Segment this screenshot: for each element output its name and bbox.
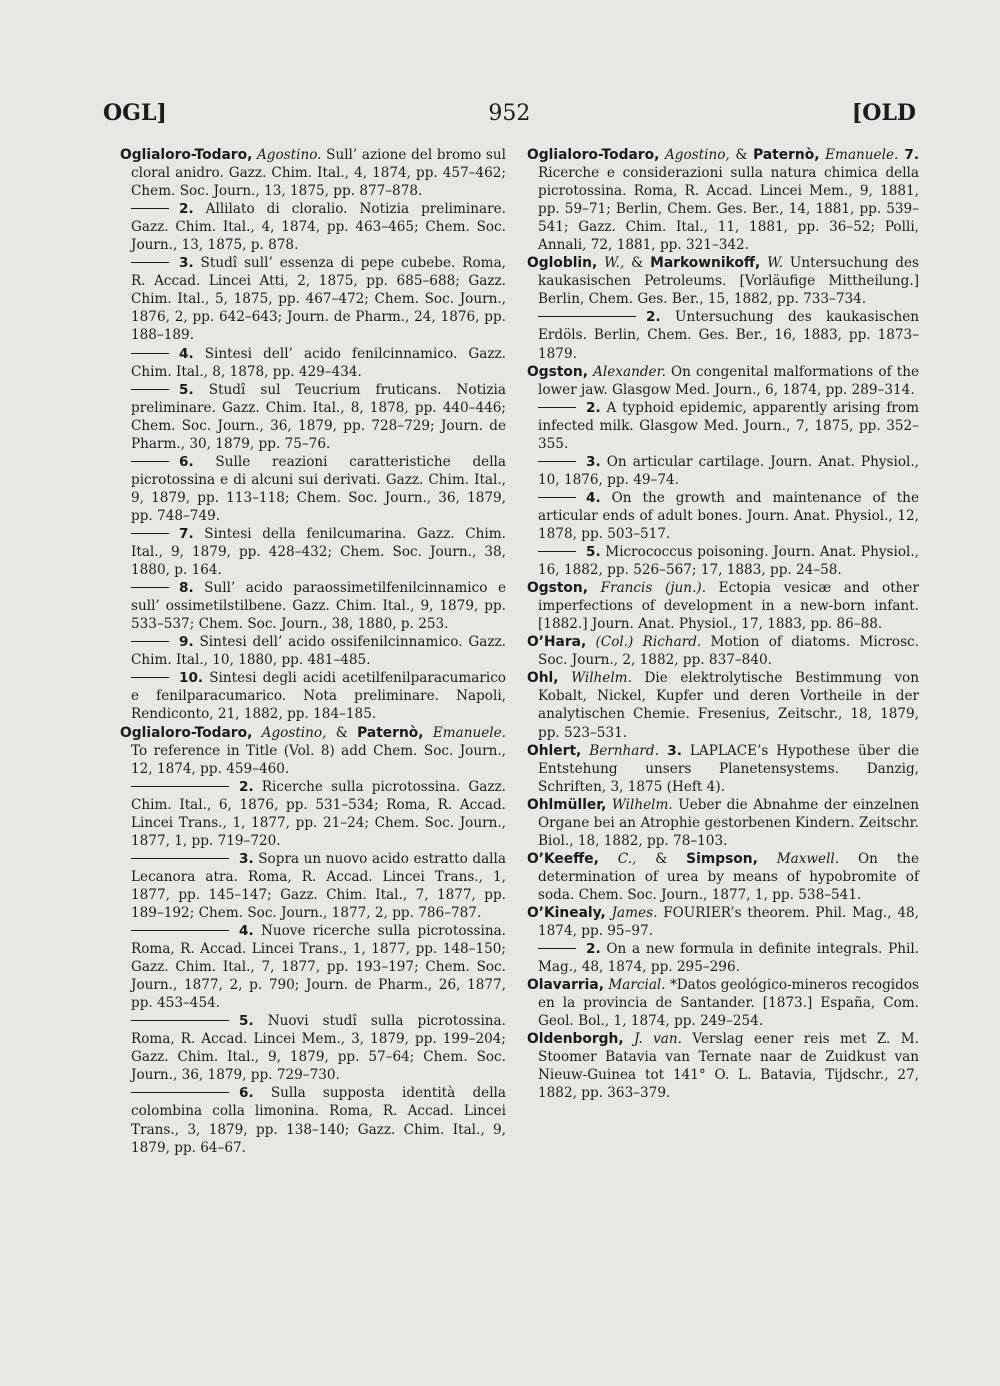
coauthor-given-name: Emanuele.	[825, 147, 899, 163]
coauthor-name: Paternò,	[357, 724, 424, 741]
ditto-dash	[538, 407, 576, 408]
entry-text: Sintesi dell’ acido ossifenilcinnamico. Gazz. Chim. Ital., 10, 1880, pp. 481–485.	[131, 634, 506, 669]
entry-text: Ectopia vesicæ and other imperfections of development in a new-born infant. [1882.] Journ. Anat. Physiol., 17, 1883, pp. 86–88.	[538, 580, 919, 633]
ditto-dash	[131, 1092, 229, 1093]
author-name: Oglialoro-Todaro,	[120, 724, 253, 741]
author-entry	[527, 904, 919, 940]
entry-number: 7.	[179, 525, 194, 542]
sub-entry	[120, 381, 506, 453]
coauthor-name: Simpson,	[686, 850, 758, 867]
entry-number: 3.	[179, 255, 194, 272]
entry-number: 2.	[586, 399, 601, 416]
sub-entry	[120, 579, 506, 633]
conjunction: &	[624, 255, 651, 272]
entry-number: 2.	[239, 778, 254, 795]
entry-text: A typhoid epidemic, apparently arising from infected milk. Glasgow Med. Journ., 7, 1875, pp. 352–355.	[538, 399, 919, 452]
coauthor-name: Paternò,	[753, 147, 820, 163]
author-entry	[527, 976, 919, 1030]
ditto-dash	[131, 641, 169, 642]
author-name: Ogston,	[527, 363, 588, 380]
sub-entry	[120, 778, 506, 850]
author-entry	[527, 579, 919, 633]
author-name: O’Hara,	[527, 634, 587, 651]
sub-entry	[527, 399, 919, 453]
sub-entry	[120, 525, 506, 579]
author-given-name: Francis (jun.).	[600, 580, 707, 597]
ditto-dash	[131, 461, 169, 462]
author-given-name: Bernhard.	[589, 742, 659, 759]
author-given-name: Wilhelm.	[571, 670, 632, 687]
sub-entry	[120, 1084, 506, 1156]
entry-text: On articular cartilage. Journ. Anat. Physiol., 10, 1876, pp. 49–74.	[538, 453, 919, 488]
author-entry	[527, 633, 919, 669]
author-name: Oglialoro-Todaro,	[527, 147, 660, 163]
author-given-name: Agostino.	[256, 147, 322, 163]
entry-text: Sull’ acido paraossimetilfenilcinnamico e sull’ ossimetilstilbene. Gazz. Chim. Ital., 9, 1879, pp. 533–537; Chem. Soc. Journ., 38, 1880, p. 253.	[131, 580, 506, 633]
entry-number: 2.	[586, 941, 601, 958]
entry-text: Sintesi della fenilcumarina. Gazz. Chim. Ital., 9, 1879, pp. 428–432; Chem. Soc. Journ., 38, 1880, p. 164.	[131, 525, 506, 579]
entry-text: Studî sull’ essenza di pepe cubebe. Roma, R. Accad. Lincei Atti, 2, 1875, pp. 685–688; Gazz. Chim. Ital., 5, 1875, pp. 467–472; Chem. Soc. Journ., 1876, 2, pp. 642–643; Journ. de Pharm., 24, 1876, pp. 188–189.	[131, 255, 506, 344]
entry-number: 6.	[239, 1085, 254, 1102]
ditto-dash	[538, 461, 576, 462]
entry-text: Untersuchung des kaukasischen Petroleums. [Vorläufige Mittheilung.] Berlin, Chem. Ges. Ber., 15, 1882, pp. 733–734.	[538, 255, 919, 308]
author-name: Olavarria,	[527, 977, 604, 994]
author-given-name: J. van.	[634, 1031, 682, 1048]
page-number: 952	[488, 101, 531, 126]
ditto-dash	[538, 316, 636, 317]
author-entry	[527, 146, 919, 254]
author-given-name: (Col.) Richard.	[595, 634, 702, 651]
ditto-dash	[131, 533, 169, 534]
author-entry	[527, 850, 919, 904]
entry-text: FOURIER’s theorem. Phil. Mag., 48, 1874, pp. 95–97.	[538, 904, 919, 940]
entry-number: 3.	[239, 850, 254, 867]
entry-text: Verslag eener reis met Z. M. Stoomer Batavia van Ternate naar de Zuidkust van Nieuw-Guinea tot 141° O. L. Batavia, Tijdschr., 27, 1882, pp. 363–379.	[538, 1031, 919, 1102]
entry-text: Sull’ azione del bromo sul cloral anidro. Gazz. Chim. Ital., 4, 1874, pp. 457–462; Chem. Soc. Journ., 13, 1875, pp. 877–878.	[131, 147, 506, 200]
entry-text: Studî sul Teucrium fruticans. Notizia preliminare. Gazz. Chim. Ital., 8, 1878, pp. 440–446; Chem. Soc. Journ., 36, 1879, pp. 728–729; Journ. de Pharm., 30, 1879, pp. 75–76.	[131, 381, 506, 452]
author-entry	[527, 1030, 919, 1102]
author-name: Ohlert,	[527, 742, 582, 759]
sub-entry	[527, 940, 919, 976]
entry-number: 7.	[898, 147, 919, 163]
sub-entry	[527, 308, 919, 362]
author-given-name: W.,	[604, 255, 625, 272]
entry-number: 2.	[179, 201, 194, 218]
author-name: O’Kinealy,	[527, 904, 606, 921]
author-entry	[527, 363, 919, 399]
author-given-name: C.,	[617, 850, 637, 867]
author-entry	[527, 254, 919, 308]
ditto-dash	[131, 353, 169, 354]
entry-number: 8.	[179, 580, 194, 597]
author-given-name: James.	[611, 904, 658, 921]
author-name: Oldenborgh,	[527, 1031, 624, 1048]
author-name: Ogloblin,	[527, 255, 598, 272]
coauthor-given-name: Maxwell.	[776, 850, 840, 867]
entry-number: 10.	[179, 670, 204, 687]
entry-number: 3.	[658, 742, 682, 759]
entry-number: 5.	[586, 544, 601, 561]
sub-entry	[120, 453, 506, 525]
author-given-name: Wilhelm.	[611, 796, 673, 813]
entry-text: Sulle reazioni caratteristiche della picrotossina e di alcuni sui derivati. Gazz. Chim. Ital., 9, 1879, pp. 113–118; Chem. Soc. Journ., 36, 1879, pp. 748–749.	[131, 453, 506, 524]
entry-number: 9.	[179, 634, 194, 651]
author-entry	[120, 724, 506, 778]
ditto-dash	[131, 587, 169, 588]
entry-text: Die elektrolytische Bestimmung von Kobalt, Nickel, Kupfer und deren Vortheile in der analytischen Chemie. Fresenius, Zeitschr., 18, 1879, pp. 523–531.	[538, 670, 919, 741]
author-entry	[120, 146, 506, 200]
entry-number: 4.	[179, 345, 194, 362]
sub-entry	[120, 1012, 506, 1084]
entry-text: On the growth and maintenance of the articular ends of adult bones. Journ. Anat. Physiol., 12, 1878, pp. 503–517.	[538, 489, 919, 542]
entry-number: 4.	[239, 923, 254, 940]
ditto-dash	[538, 551, 576, 552]
entry-text: LAPLACE’s Hypothese über die Entstehung unsers Planetensystems. Danzig, Schriften, 3, 1875 (Heft 4).	[538, 742, 920, 795]
entry-number: 5.	[239, 1013, 254, 1030]
sub-entry	[120, 850, 506, 922]
ditto-dash	[538, 497, 576, 498]
sub-entry	[120, 669, 506, 723]
entry-text: Micrococcus poisoning. Journ. Anat. Physiol., 16, 1882, pp. 526–567; 17, 1883, pp. 24–58.	[538, 544, 919, 579]
author-entry	[527, 669, 919, 741]
ditto-dash	[131, 262, 169, 263]
conjunction: &	[326, 724, 358, 741]
conjunction: &	[636, 850, 687, 867]
header-left: OGL]	[103, 100, 167, 126]
author-given-name: Alexander.	[593, 363, 666, 380]
conjunction: &	[729, 147, 754, 163]
entry-text: Nuovi studî sulla picrotossina. Roma, R. Accad. Lincei Mem., 3, 1879, pp. 199–204; Gazz. Chim. Ital., 9, 1879, pp. 57–64; Chem. Soc. Journ., 36, 1879, pp. 729–730.	[131, 1013, 506, 1084]
sub-entry	[120, 200, 506, 254]
coauthor-given-name: Emanuele.	[432, 724, 506, 741]
ditto-dash	[131, 930, 229, 931]
author-given-name: Marcial.	[608, 977, 666, 994]
sub-entry	[120, 922, 506, 1012]
ditto-dash	[131, 208, 169, 209]
ditto-dash	[131, 858, 229, 859]
ditto-dash	[131, 389, 169, 390]
entry-text: On the determination of urea by means of hypobromite of soda. Chem. Soc. Journ., 1877, 1, pp. 538–541.	[538, 850, 919, 903]
entry-text: Ueber die Abnahme der einzelnen Organe bei an Atrophie gestorbenen Kindern. Zeitschr. Biol., 18, 1882, pp. 78–103.	[538, 796, 920, 849]
entry-text: Ricerche sulla picrotossina. Gazz. Chim. Ital., 6, 1876, pp. 531–534; Roma, R. Accad. Lincei Trans., 1, 1877, pp. 21–24; Chem. Soc. Journ., 1877, 1, pp. 719–720.	[131, 778, 506, 849]
entry-text: Sintesi dell’ acido fenilcinnamico. Gazz. Chim. Ital., 8, 1878, pp. 429–434.	[131, 345, 506, 380]
entry-text: Nuove ricerche sulla picrotossina. Roma, R. Accad. Lincei Trans., 1, 1877, pp. 148–150; Gazz. Chim. Ital., 7, 1877, pp. 193–197; Chem. Soc. Journ., 1877, 2, p. 790; Journ. de Pharm., 26, 1877, pp. 453–454.	[131, 923, 506, 1012]
ditto-dash	[538, 948, 576, 949]
coauthor-given-name: W.	[767, 255, 784, 272]
author-name: O’Keeffe,	[527, 850, 599, 867]
author-given-name: Agostino,	[261, 724, 327, 741]
entry-number: 2.	[646, 309, 661, 326]
entry-number: 6.	[179, 453, 194, 470]
sub-entry	[527, 543, 919, 579]
entry-text: Ricerche e considerazioni sulla natura chimica della picrotossina. Roma, R. Accad. Lincei Mem., 9, 1881, pp. 59–71; Berlin, Chem. Ges. Ber., 14, 1881, pp. 539–541; Gazz. Chim. Ital., 11, 1881, pp. 36–52; Polli, Annali, 72, 1881, pp. 321–342.	[538, 165, 919, 254]
sub-entry	[120, 633, 506, 669]
right-column	[527, 146, 919, 1102]
entry-number: 5.	[179, 381, 194, 398]
author-name: Ohlmüller,	[527, 796, 607, 813]
page-header	[103, 100, 916, 134]
entry-text: On a new formula in definite integrals. Phil. Mag., 48, 1874, pp. 295–296.	[538, 941, 919, 976]
author-name: Ogston,	[527, 580, 588, 597]
ditto-dash	[131, 677, 169, 678]
sub-entry	[527, 453, 919, 489]
entry-text: On congenital malformations of the lower jaw. Glasgow Med. Journ., 6, 1874, pp. 289–314.	[538, 363, 919, 398]
header-right: [OLD	[851, 100, 916, 126]
entry-text: Allilato di cloralio. Notizia preliminare. Gazz. Chim. Ital., 4, 1874, pp. 463–465; Chem. Soc. Journ., 13, 1875, p. 878.	[131, 201, 506, 254]
author-name: Oglialoro-Todaro,	[120, 147, 253, 163]
author-entry	[527, 742, 919, 796]
entry-number: 3.	[586, 453, 601, 470]
entry-text: Untersuchung des kaukasischen Erdöls. Berlin, Chem. Ges. Ber., 16, 1883, pp. 1873–1879.	[538, 309, 919, 362]
entry-text: To reference in Title (Vol. 8) add Chem. Soc. Journ., 12, 1874, pp. 459–460.	[131, 742, 506, 777]
sub-entry	[120, 345, 506, 381]
entry-text: Sintesi degli acidi acetilfenilparacumarico e fenilparacumarico. Nota preliminare. Napoli, Rendiconto, 21, 1882, pp. 184–185.	[131, 670, 506, 723]
entry-text: *Datos geológico-mineros recogidos en la provincia de Santander. [1873.] España, Com. Geol. Bol., 1, 1874, pp. 249–254.	[538, 977, 919, 1030]
author-name: Ohl,	[527, 670, 559, 687]
entry-text: Sopra un nuovo acido estratto dalla Lecanora atra. Roma, R. Accad. Lincei Trans., 1, 1877, pp. 145–147; Gazz. Chim. Ital., 7, 1877, pp. 189–192; Chem. Soc. Journ., 1877, 2, pp. 786–787.	[131, 850, 506, 921]
sub-entry	[527, 489, 919, 543]
sub-entry	[120, 254, 506, 344]
entry-number: 4.	[586, 489, 601, 506]
author-entry	[527, 796, 919, 850]
left-column	[120, 146, 506, 1157]
entry-text: Motion of diatoms. Microsc. Soc. Journ., 2, 1882, pp. 837–840.	[538, 634, 919, 669]
entry-text: Sulla supposta identità della colombina colla limonina. Roma, R. Accad. Lincei Trans., 3, 1879, pp. 138–140; Gazz. Chim. Ital., 9, 1879, pp. 64–67.	[131, 1085, 506, 1156]
coauthor-name: Markownikoff,	[650, 255, 761, 272]
ditto-dash	[131, 1020, 229, 1021]
ditto-dash	[131, 786, 229, 787]
author-given-name: Agostino,	[664, 147, 730, 163]
